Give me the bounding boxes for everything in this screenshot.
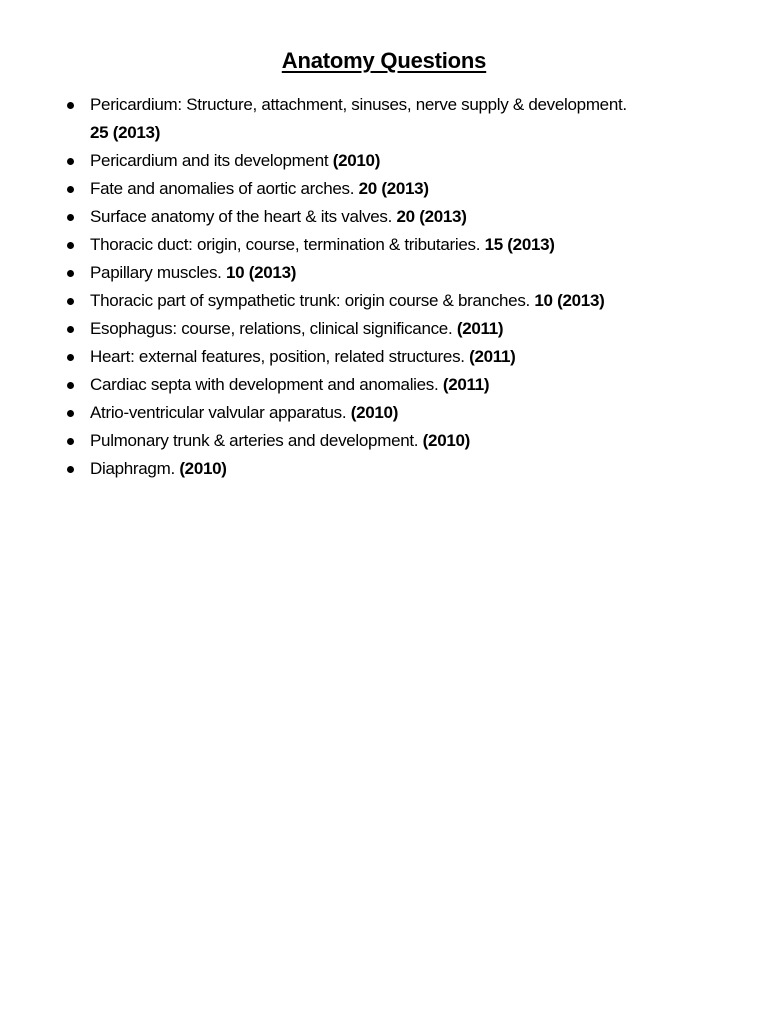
question-text: Fate and anomalies of aortic arches. xyxy=(90,179,355,198)
question-text: Diaphragm. xyxy=(90,459,175,478)
question-text: Heart: external features, position, related structures. xyxy=(90,347,465,366)
bullet-icon xyxy=(67,354,74,361)
list-item xyxy=(0,231,768,259)
question-mark: 20 (2013) xyxy=(396,207,467,226)
bullet-icon xyxy=(67,438,74,445)
question-mark: 20 (2013) xyxy=(358,179,429,198)
question-text: Thoracic part of sympathetic trunk: origin course & branches. xyxy=(90,291,530,310)
question-text: Esophagus: course, relations, clinical significance. xyxy=(90,319,453,338)
bullet-icon xyxy=(67,102,74,109)
question-mark: (2010) xyxy=(332,151,381,170)
bullet-icon xyxy=(67,410,74,417)
question-mark: (2011) xyxy=(469,347,516,366)
question-text: Pericardium: Structure, attachment, sinuses, nerve supply & development. xyxy=(90,95,627,114)
question-mark: (2011) xyxy=(442,375,490,394)
question-text: Papillary muscles. xyxy=(90,263,222,282)
question-mark: 15 (2013) xyxy=(484,235,555,254)
question-text: Pericardium and its development xyxy=(90,151,329,170)
question-text: Thoracic duct: origin, course, termination & tributaries. xyxy=(90,235,481,254)
bullet-icon xyxy=(67,214,74,221)
list-item xyxy=(0,147,768,175)
question-text: Pulmonary trunk & arteries and development. xyxy=(90,431,419,450)
bullet-icon xyxy=(67,326,74,333)
question-mark: (2010) xyxy=(422,431,471,450)
list-item xyxy=(0,315,768,343)
bullet-icon xyxy=(67,466,74,473)
list-item xyxy=(0,287,768,315)
bullet-icon xyxy=(67,158,74,165)
list-item xyxy=(0,259,768,287)
question-text: Surface anatomy of the heart & its valves. xyxy=(90,207,393,226)
page-title: Anatomy Questions xyxy=(281,48,487,73)
list-item xyxy=(0,91,768,147)
list-item xyxy=(0,427,768,455)
bullet-icon xyxy=(67,382,74,389)
question-mark: 10 (2013) xyxy=(534,291,605,310)
list-item xyxy=(0,399,768,427)
question-list xyxy=(0,91,768,483)
list-item xyxy=(0,371,768,399)
question-text: Cardiac septa with development and anomalies. xyxy=(90,375,439,394)
list-item xyxy=(0,343,768,371)
list-item xyxy=(0,203,768,231)
question-mark: (2010) xyxy=(179,459,227,478)
question-text: Atrio-ventricular valvular apparatus. xyxy=(90,403,347,422)
bullet-icon xyxy=(67,270,74,277)
question-mark: (2010) xyxy=(350,403,399,422)
question-mark: 10 (2013) xyxy=(226,263,297,282)
bullet-icon xyxy=(67,186,74,193)
list-item xyxy=(0,175,768,203)
question-mark: 25 (2013) xyxy=(90,123,161,142)
bullet-icon xyxy=(67,298,74,305)
bullet-icon xyxy=(67,242,74,249)
question-mark: (2011) xyxy=(456,319,504,338)
list-item xyxy=(0,455,768,483)
